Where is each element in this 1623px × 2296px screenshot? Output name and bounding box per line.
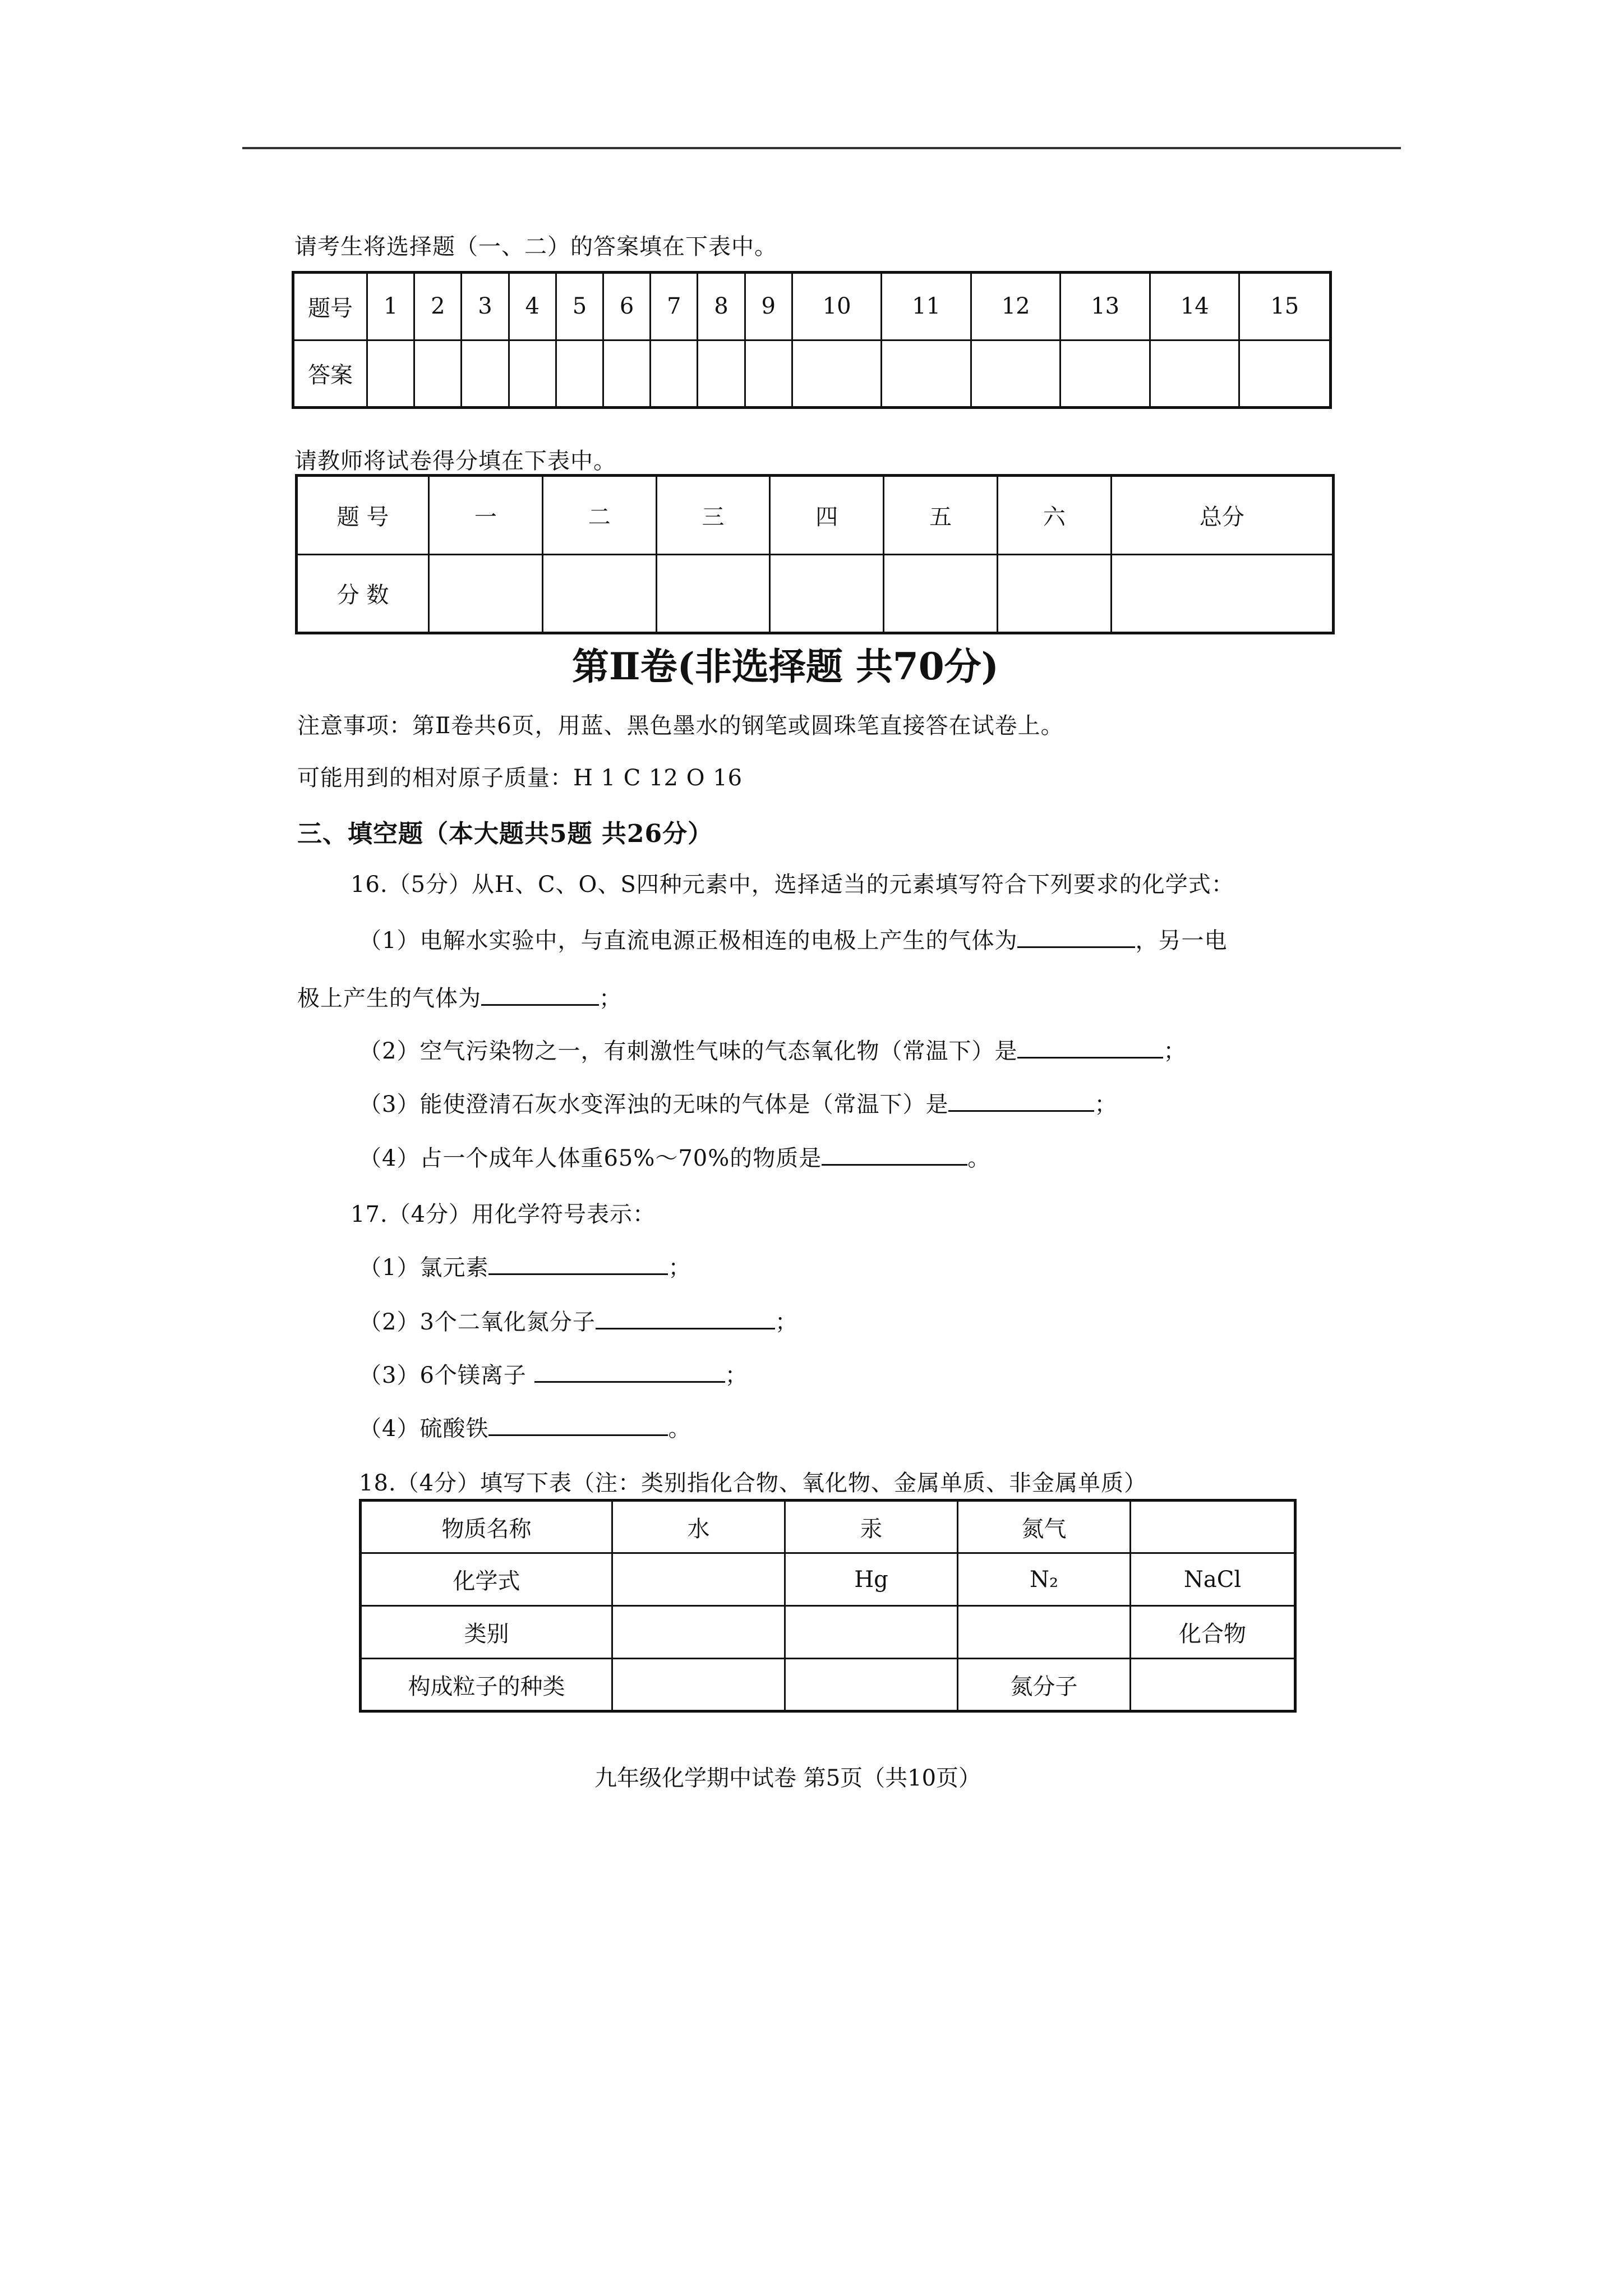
question-number: 1 [367, 273, 414, 341]
particle-cell: 氮分子 [958, 1659, 1131, 1711]
score-column-header: 六 [997, 476, 1111, 555]
q17-part2-blank[interactable] [596, 1306, 775, 1329]
question-number: 15 [1239, 273, 1331, 341]
q16-part1-continued: 极上产生的气体为 ； [297, 981, 622, 1013]
q17-part3: （3）6个镁离子 ； [359, 1358, 748, 1389]
category-cell: 化合物 [1131, 1606, 1295, 1659]
score-column-header: 三 [656, 476, 770, 555]
question-number: 6 [603, 273, 651, 341]
answer-table-answer-header: 答案 [293, 340, 367, 408]
answer-cell[interactable] [556, 340, 603, 408]
formula-blank-cell[interactable] [612, 1553, 785, 1606]
score-cell[interactable] [429, 554, 543, 633]
category-blank-cell[interactable] [958, 1606, 1131, 1659]
q16-part4-blank[interactable] [822, 1143, 967, 1166]
answer-cell[interactable] [792, 340, 882, 408]
table-header-category: 类别 [361, 1606, 612, 1659]
q16-part1 [359, 923, 1227, 955]
score-cell[interactable] [997, 554, 1111, 633]
section-title: 第Ⅱ卷(非选择题 共70分) [572, 645, 999, 688]
q17-part2-text: （2）3个二氧化氮分子 [359, 1309, 596, 1335]
question-number: 4 [509, 273, 556, 341]
question-number: 13 [1061, 273, 1150, 341]
q16-part1-suffix: ，另一电 [1135, 928, 1228, 954]
score-cell[interactable] [542, 554, 656, 633]
answer-cell[interactable] [1239, 340, 1331, 408]
answer-cell[interactable] [971, 340, 1061, 408]
answer-cell[interactable] [414, 340, 462, 408]
table-header-particle-type: 构成粒子的种类 [361, 1659, 612, 1711]
category-blank-cell[interactable] [785, 1606, 958, 1659]
q16-part1-second-blank[interactable] [481, 983, 599, 1006]
q16-part1-continued-text: 极上产生的气体为 [297, 986, 481, 1011]
answer-table [292, 271, 1332, 409]
answer-cell[interactable] [462, 340, 509, 408]
answer-cell[interactable] [882, 340, 971, 408]
substance-name-cell: 氮气 [958, 1501, 1131, 1553]
q17-part4: （4）硫酸铁 。 [359, 1411, 691, 1443]
question-number: 8 [698, 273, 745, 341]
answer-cell[interactable] [509, 340, 556, 408]
q17-part3-text: （3）6个镁离子 [359, 1363, 527, 1388]
q16-part3-text: （3）能使澄清石灰水变浑浊的无味的气体是（常温下）是 [359, 1092, 949, 1117]
q17-part1: （1）氯元素 ； [359, 1250, 691, 1282]
answer-cell[interactable] [698, 340, 745, 408]
question-number: 14 [1150, 273, 1239, 341]
q16-part1-blank[interactable] [1017, 925, 1135, 948]
q17-stem: 17.（4分）用化学符号表示： [351, 1202, 656, 1227]
substance-name-cell: 汞 [785, 1501, 958, 1553]
q16-part4: （4）占一个成年人体重65%～70%的物质是 。 [359, 1140, 990, 1172]
q16-stem: 16.（5分）从H、C、O、S四种元素中，选择适当的元素填写符合下列要求的化学式： [351, 872, 1234, 898]
score-column-header: 二 [542, 476, 656, 555]
substance-table [359, 1499, 1297, 1713]
q17-part1-text: （1）氯元素 [359, 1255, 489, 1281]
score-table [295, 474, 1335, 634]
question-number: 12 [971, 273, 1061, 341]
formula-cell: N₂ [958, 1553, 1131, 1606]
question-number: 11 [882, 273, 971, 341]
answer-cell[interactable] [367, 340, 414, 408]
table-header-substance-name: 物质名称 [361, 1501, 612, 1553]
category-blank-cell[interactable] [612, 1606, 785, 1659]
score-column-header: 总分 [1111, 476, 1333, 555]
q16-part4-text: （4）占一个成年人体重65%～70%的物质是 [359, 1145, 822, 1171]
answer-cell[interactable] [1061, 340, 1150, 408]
formula-cell: Hg [785, 1553, 958, 1606]
answer-cell[interactable] [745, 340, 792, 408]
answer-table-instruction: 请考生将选择题（一、二）的答案填在下表中。 [294, 234, 777, 260]
q17-part3-blank[interactable] [534, 1360, 725, 1383]
question-number: 5 [556, 273, 603, 341]
q16-part2: （2）空气污染物之一，有刺激性气味的气态氧化物（常温下）是 ； [359, 1033, 1186, 1065]
answer-table-number-header: 题号 [293, 273, 367, 341]
score-column-header: 五 [884, 476, 998, 555]
q16-part3-blank[interactable] [948, 1089, 1094, 1112]
score-column-header: 四 [770, 476, 884, 555]
q16-part1-text: （1）电解水实验中，与直流电源正极相连的电极上产生的气体为 [359, 928, 1018, 954]
q16-part2-blank[interactable] [1017, 1036, 1163, 1059]
answer-cell[interactable] [603, 340, 651, 408]
particle-blank-cell[interactable] [785, 1659, 958, 1711]
q16-part2-text: （2）空气污染物之一，有刺激性气味的气态氧化物（常温下）是 [359, 1038, 1018, 1064]
particle-blank-cell[interactable] [612, 1659, 785, 1711]
notice: 注意事项：第Ⅱ卷共6页，用蓝、黑色墨水的钢笔或圆珠笔直接答在试卷上。 [297, 713, 1064, 739]
question-number: 3 [462, 273, 509, 341]
page-footer: 九年级化学期中试卷 第5页（共10页） [594, 1765, 981, 1791]
formula-cell: NaCl [1131, 1553, 1295, 1606]
score-cell[interactable] [1111, 554, 1333, 633]
table-header-formula: 化学式 [361, 1553, 612, 1606]
particle-blank-cell[interactable] [1131, 1659, 1295, 1711]
answer-cell[interactable] [1150, 340, 1239, 408]
score-table-number-header: 题 号 [297, 476, 429, 555]
q17-part4-text: （4）硫酸铁 [359, 1416, 489, 1442]
q17-part1-blank[interactable] [488, 1252, 668, 1275]
question-number: 10 [792, 273, 882, 341]
q18-stem: 18.（4分）填写下表（注：类别指化合物、氧化物、金属单质、非金属单质） [359, 1470, 1147, 1496]
score-cell[interactable] [770, 554, 884, 633]
part3-title: 三、填空题（本大题共5题 共26分） [297, 820, 713, 848]
question-number: 2 [414, 273, 462, 341]
score-table-score-header: 分 数 [297, 554, 429, 633]
q16-part3: （3）能使澄清石灰水变浑浊的无味的气体是（常温下）是 ； [359, 1087, 1117, 1119]
q17-part4-blank[interactable] [488, 1413, 668, 1436]
substance-name-blank-cell[interactable] [1131, 1501, 1295, 1553]
score-column-header: 一 [429, 476, 543, 555]
score-table-instruction: 请教师将试卷得分填在下表中。 [294, 448, 616, 474]
score-cell[interactable] [884, 554, 998, 633]
top-rule [242, 147, 1401, 149]
score-cell[interactable] [656, 554, 770, 633]
question-number: 9 [745, 273, 792, 341]
q17-part2: （2）3个二氧化氮分子 ； [359, 1304, 798, 1336]
answer-cell[interactable] [651, 340, 698, 408]
atomic-mass: 可能用到的相对原子质量：H 1 C 12 O 16 [297, 765, 743, 791]
question-number: 7 [651, 273, 698, 341]
substance-name-cell: 水 [612, 1501, 785, 1553]
